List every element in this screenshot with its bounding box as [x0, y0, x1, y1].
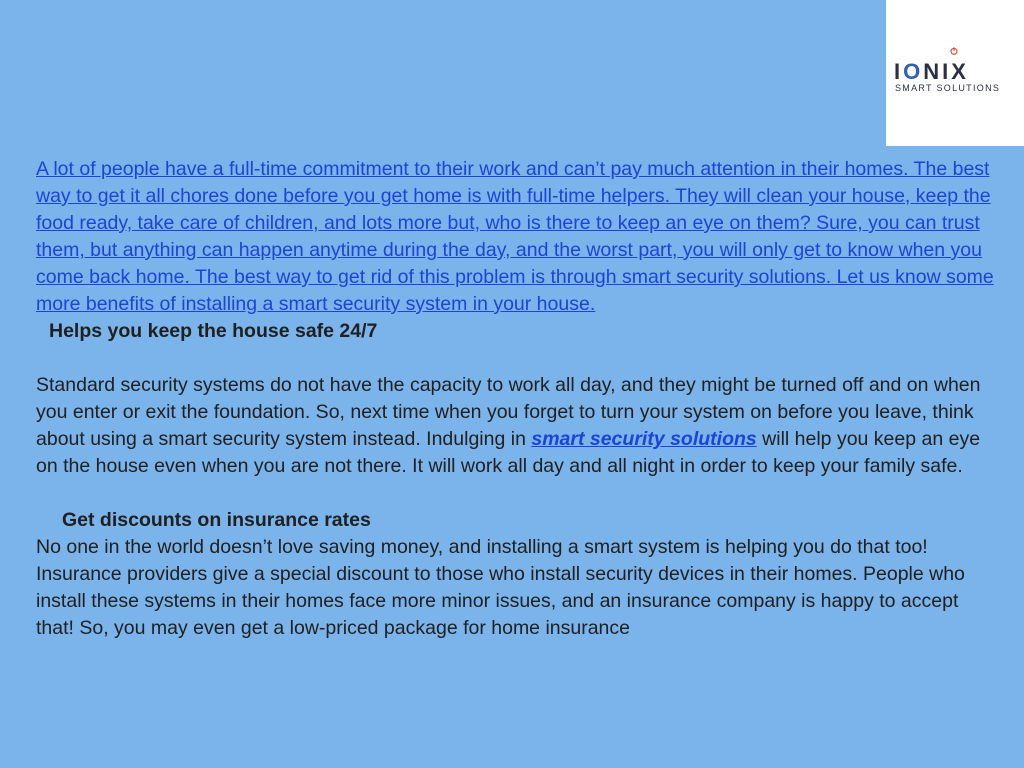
smart-security-solutions-link[interactable]: smart security solutions [531, 428, 757, 450]
logo-letter-n: N [923, 59, 943, 84]
article-body [36, 156, 994, 642]
paragraph-text-after-link: will help you keep an eye on the house even when you are not there. It will work all day and all night in order to keep your family safe. [36, 428, 981, 477]
logo-subtitle: SMART SOLUTIONS [895, 83, 1001, 93]
intro-link[interactable]: A lot of people have a full-time commitment to their work and can’t pay much attention in their homes. The best way to get it all chores done before you get home is with full-time helpers. They will clean your house, keep the food ready, take care of children, and lots more but, who is there to keep an eye on them? Sure, you can trust them, but anything can happen anytime during the day, and the worst part, you will only get to know when you come back home. The best way to get rid of this problem is through smart security solutions. Let us know some more benefits of installing a smart security system in your house. [36, 158, 994, 315]
logo-letter-i: I [894, 59, 904, 84]
section-paragraph-insurance: No one in the world doesn’t love saving money, and installing a smart system is helping you do that too! Insurance providers give a special discount to those who install security devices in their homes. People who install these systems in their homes face more minor issues, and an insurance company is happy to accept that! So, you may even get a low-priced package for home insurance [36, 536, 965, 639]
logo-letter-o: O [903, 59, 924, 84]
logo-letters-ix: IX [942, 59, 969, 84]
section-heading-insurance: Get discounts on insurance rates [62, 509, 371, 531]
section-paragraph-safe-24-7 [36, 372, 994, 480]
logo-power-mark-icon [950, 47, 958, 55]
ionix-logo [886, 0, 1024, 146]
section-heading-safe-24-7: Helps you keep the house safe 24/7 [49, 320, 378, 342]
paragraph-text-before-link: Standard security systems do not have the capacity to work all day, and they might be turned off and on when you enter or exit the foundation. So, next time when you forget to turn your system on before you leave, think about using a smart security system instead. Indulging in [36, 374, 981, 450]
logo-wordmark [894, 60, 969, 84]
